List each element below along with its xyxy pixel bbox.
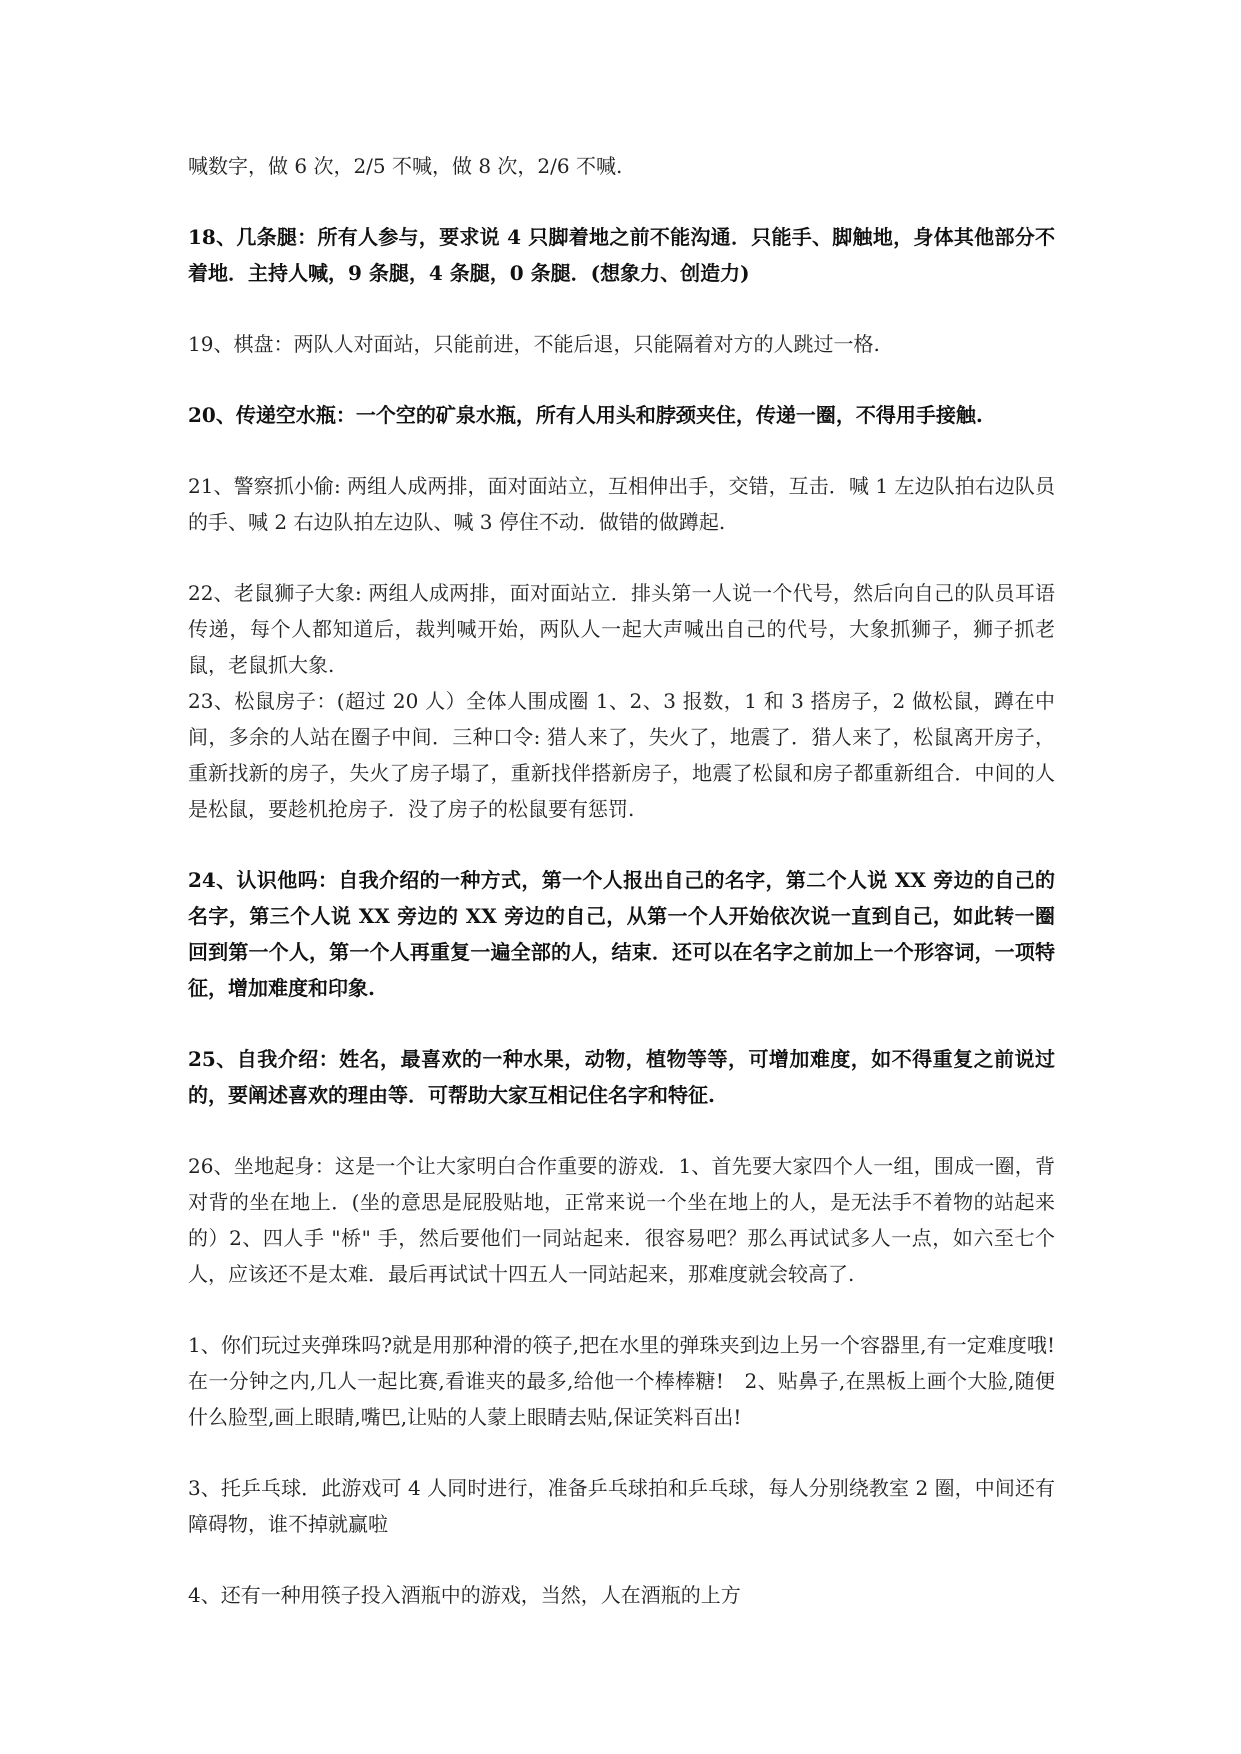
paragraph-game-1-2: 1、你们玩过夹弹珠吗?就是用那种滑的筷子,把在水里的弹珠夹到边上另一个容器里,有一定难度哦!在一分钟之内,几人一起比赛,看谁夹的最多,给他一个棒棒糖! 2、贴鼻子,在黑板上画个大脸,随便什么脸型,画上眼睛,嘴巴,让贴的人蒙上眼睛去贴,保证笑料百出! [188, 1333, 1055, 1429]
paragraph-game-4: 4、还有一种用筷子投入酒瓶中的游戏，当然，人在酒瓶的上方 [188, 1583, 741, 1607]
paragraph-item-20: 20、传递空水瓶：一个空的矿泉水瓶，所有人用头和脖颈夹住，传递一圈，不得用手接触. [188, 403, 983, 427]
paragraph-item-22: 22、老鼠狮子大象: 两组人成两排，面对面站立．排头第一人说一个代号，然后向自己的队员耳语传递，每个人都知道后，裁判喊开始，两队人一起大声喊出自己的代号，大象抓狮子，狮子抓老鼠，老鼠抓大象. [188, 581, 1055, 677]
paragraph-item-25: 25、自我介绍：姓名，最喜欢的一种水果，动物，植物等等，可增加难度，如不得重复之前说过的，要阐述喜欢的理由等．可帮助大家互相记住名字和特征. [188, 1047, 1055, 1107]
paragraph-game-3: 3、托乒乓球．此游戏可 4 人同时进行，准备乒乓球拍和乒乓球，每人分别绕教室 2 圈，中间还有障碍物，谁不掉就赢啦 [188, 1476, 1055, 1536]
paragraph-item-18: 18、几条腿：所有人参与，要求说 4 只脚着地之前不能沟通．只能手、脚触地，身体其他部分不着地．主持人喊，9 条腿，4 条腿，0 条腿．(想象力、创造力) [188, 225, 1055, 285]
paragraph-item-19: 19、棋盘：两队人对面站，只能前进，不能后退，只能隔着对方的人跳过一格. [188, 332, 880, 356]
paragraph-item-21: 21、警察抓小偷: 两组人成两排，面对面站立，互相伸出手，交错，互击．喊 1 左边队拍右边队员的手、喊 2 右边队拍左边队、喊 3 停住不动．做错的做蹲起. [188, 474, 1055, 534]
paragraph-item-24: 24、认识他吗：自我介绍的一种方式，第一个人报出自己的名字，第二个人说 XX 旁边的自己的名字，第三个人说 XX 旁边的 XX 旁边的自己，从第一个人开始依次说一直到自己，如此转一圈回到第一个人，第一个人再重复一遍全部的人，结束．还可以在名字之前加上一个形容词，一项特征，增加难度和印象. [188, 868, 1055, 1000]
paragraph-item-26: 26、坐地起身：这是一个让大家明白合作重要的游戏．1、首先要大家四个人一组，围成一圈，背对背的坐在地上．(坐的意思是屁股贴地，正常来说一个坐在地上的人，是无法手不着物的站起来的）2、四人手 "桥" 手，然后要他们一同站起来．很容易吧？那么再试试多人一点，如六至七个人，应该还不是太难．最后再试试十四五人一同站起来，那难度就会较高了. [188, 1154, 1055, 1286]
paragraph-item-23: 23、松鼠房子：(超过 20 人）全体人围成圈 1、2、3 报数，1 和 3 搭房子，2 做松鼠，蹲在中间，多余的人站在圈子中间．三种口令: 猎人来了，失火了，地震了．猎人来了，松鼠离开房子，重新找新的房子，失火了房子塌了，重新找伴搭新房子，地震了松鼠和房子都重新组合．中间的人是松鼠，要趁机抢房子．没了房子的松鼠要有惩罚. [188, 689, 1055, 821]
paragraph-intro: 喊数字，做 6 次，2/5 不喊，做 8 次，2/6 不喊. [188, 154, 623, 178]
